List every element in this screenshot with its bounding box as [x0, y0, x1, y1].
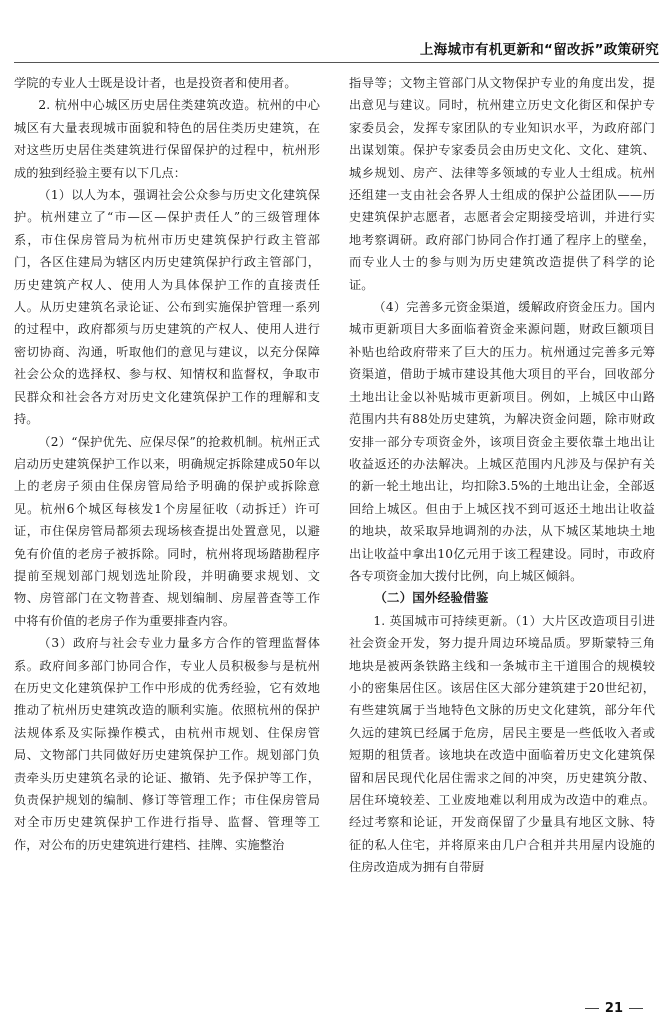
running-header-title: 上海城市有机更新和“留改拆”政策研究 — [419, 42, 659, 58]
paragraph: 1. 英国城市可持续更新。（1）大片区改造项目引进社会资金开发，努力提升周边环境品质。罗斯蒙特三角地块是被两条铁路主线和一条城市主干道围合的规模较小的密集居住区。该居住区大部分建筑建于20世纪初，有些建筑属于当地特色文脉的历史文化建筑，部分年代久远的建筑已经属于危房，居民主要是一些低收入者或短期的租赁者。该地块在改造中面临着历史文化建筑保留和居民现代化居住需求之间的冲突，历史建筑分散、居住环境较差、工业废地难以利用成为改造中的难点。经过考察和论证，开发商保留了少量具有地区文脉、特征的私人住宅，并将原来由几户合租并共用屋内设施的住房改造成为拥有自带厨 — [349, 613, 655, 875]
page-footer — [579, 1001, 649, 1016]
paragraph: （1）以人为本，强调社会公众参与历史文化建筑保护。杭州建立了“市—区—保护责任人”的三级管理体系，市住保房管局为杭州市历史建筑保护行政主管部门，各区住建局为辖区内历史建筑保护行政主管部门，历史建筑产权人、使用人为具体保护工作的直接责任人。从历史建筑名录论证、公布到实施保护管理一系列的过程中，政府都须与历史建筑的产权人、使用人进行密切协商、沟通，听取他们的意见与建议，以充分保障社会公众的选择权、参与权、知情权和监督权，争取市民群众和社会各方对历史文化建筑保护工作的理解和支持。 — [14, 188, 320, 427]
page-number: 21 — [604, 1001, 623, 1016]
footer-dash-left — [585, 1008, 599, 1009]
paragraph: 学院的专业人士既是设计者，也是投资者和使用者。 — [14, 76, 297, 90]
right-column — [349, 72, 655, 879]
paragraph: （3）政府与社会专业力量多方合作的管理监督体系。政府间多部门协同合作，专业人员积极参与是杭州在历史文化建筑保护工作中形成的优秀经验，它有效地推动了杭州历史建筑改造的顺利实施。依照杭州的保护法规体系及实际操作模式，由杭州市规划、住保房管局、文物部门共同做好历史建筑保护工作。规划部门负责牵头历史建筑名录的论证、撤销、先予保护等工作，负责保护规划的编制、修订等管理工作；市住保房管局对全市历史建筑保护工作进行指导、监督、管理等工作，对公布的历史建筑进行建档、挂牌、实施整治 — [14, 636, 320, 852]
footer-dash-right — [629, 1008, 643, 1009]
paragraph: （2）“保护优先、应保尽保”的抢救机制。杭州正式启动历史建筑保护工作以来，明确规定拆除建成50年以上的老房子须由住保房管局给予明确的保护或拆除意见。杭州6个城区每核发1个房屋征收（动拆迁）许可证，市住保房管局都须去现场核查提出处置意见，以避免有价值的老房子被拆除。同时，杭州将现场踏勘程序提前至规划部门规划选址阶段，并明确要求规划、文物、房管部门在文物普查、规划编制、房屋普查等工作中将有价值的老房子作为重要排查内容。 — [14, 434, 320, 628]
paragraph: 2. 杭州中心城区历史居住类建筑改造。杭州的中心城区有大量表现城市面貌和特色的居住类历史建筑，在对这些历史居住类建筑进行保留保护的过程中，杭州形成的独到经验主要有以下几点： — [14, 98, 320, 180]
running-header — [14, 34, 659, 63]
section-heading: （二）国外经验借鉴 — [374, 590, 489, 606]
paragraph: 指导等；文物主管部门从文物保护专业的角度出发，提出意见与建议。同时，杭州建立历史文化街区和保护专家委员会，发挥专家团队的专业知识水平，为政府部门出谋划策。保护专家委员会由历史文化、文化、建筑、城乡规划、房产、法律等多领域的专业人士组成。杭州还组建一支由社会各界人士组成的保护公益团队——历史建筑保护志愿者，志愿者会定期接受培训，并进行实地考察调研。政府部门协同合作打通了程序上的壁垒，而专业人士的参与则为历史建筑改造提供了科学的论证。 — [349, 76, 655, 292]
paragraph: （4）完善多元资金渠道，缓解政府资金压力。国内城市更新项目大多面临着资金来源问题，财政巨额项目补贴也给政府带来了巨大的压力。杭州通过完善多元筹资渠道，借助于城市建设其他大项目的平台，回收部分土地出让金以补贴城市更新项目。例如，上城区中山路范围内共有88处历史建筑，为解决资金问题，除市财政安排一部分专项资金外，该项目资金主要依靠土地出让收益返还的办法解决。上城区范围内凡涉及与保护有关的新一轮土地出让，均扣除3.5%的土地出让金，全部返回给上城区。但由于上城区找不到可返还土地出让收益的地块，故采取异地调剂的办法，从下城区某地块土地出让收益中拿出10亿元用于该工程建设。同时，市政府各专项资金加大拨付比例，向上城区倾斜。 — [349, 300, 655, 583]
left-column — [14, 72, 320, 856]
